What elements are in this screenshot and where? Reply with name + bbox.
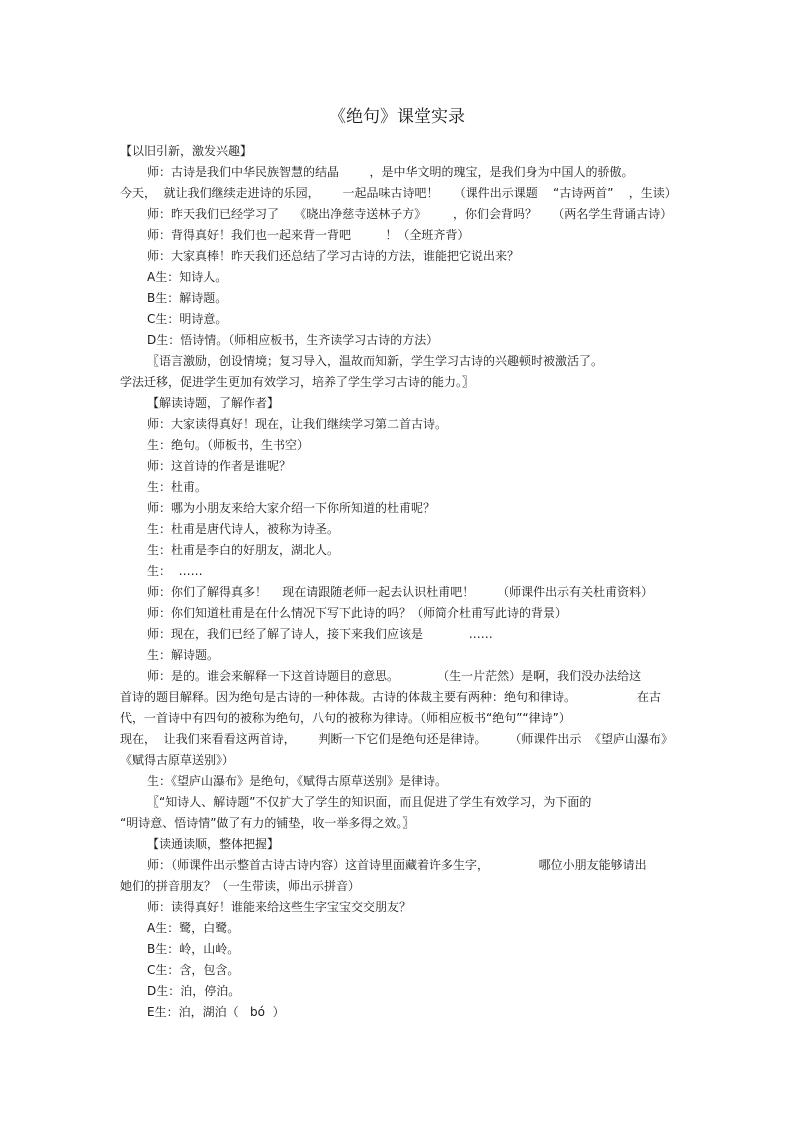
paragraph-line: 师：你们了解得真多！ 现在请跟随老师一起去认识杜甫吧！ （师课件出示有关杜甫资料） [147,585,654,599]
paragraph-line: 师：大家真棒！昨天我们还总结了学习古诗的方法，谁能把它说出来？ [147,249,520,263]
paragraph-line: 师：哪为小朋友来给大家介绍一下你所知道的杜甫呢？ [147,501,436,515]
paragraph-line: D生：悟诗情。（师相应板书，生齐读学习古诗的方法） [147,333,439,347]
paragraph-line: 师：大家读得真好！现在，让我们继续学习第二首古诗。 [147,417,448,431]
paragraph-line: 今天， 就让我们继续走进诗的乐园， 一起品味古诗吧！ （课件出示课题 “古诗两首” ，生读） [120,186,677,200]
paragraph-line: 师：读得真好！谁能来给这些生字宝宝交交朋友？ [147,900,412,914]
paragraph-line: 师：背得真好！我们也一起来背一背吧 ！（全班齐背） [147,228,470,242]
paragraph-line: A生：知诗人。 [147,270,228,284]
paragraph-line: 师：你们知道杜甫是在什么情况下写下此诗的吗？（师简介杜甫写此诗的背景） [147,606,568,620]
paragraph-line: D生：泊，停泊。 [147,984,241,998]
paragraph-line: 师：昨天我们已经学习了 《晓出净慈寺送林子方》 ，你们会背吗？ （两名学生背诵古诗） [147,207,673,221]
section-heading: 【解读诗题，了解作者】 [147,396,280,410]
paragraph-line: A生：鹭，白鹭。 [147,921,240,935]
paragraph-line: C生：含，包含。 [147,963,240,977]
paragraph-line: 生： …… [147,564,203,578]
paragraph-line: 师：是的。谁会来解释一下这首诗题目的意思。 （生一片茫然）是啊，我们没办法给这 [147,669,642,683]
commentary-line: 〖语言激励，创设情境；复习导入，温故而知新，学生学习古诗的兴趣顿时被激活了。 [147,354,604,368]
commentary-line: “明诗意、悟诗情”做了有力的铺垫，收一举多得之效。〗 [120,816,415,830]
document-title: 《绝句》课堂实录 [329,107,465,127]
paragraph-line: 现在， 让我们来看看这两首诗， 判断一下它们是绝句还是律诗。 （师课件出示 《望庐山瀑布》 [120,732,674,746]
paragraph-line: 生：绝句。（师板书，生书空） [147,438,310,452]
section-heading: 【读通读顺，整体把握】 [147,837,280,851]
paragraph-line: B生：岭，山岭。 [147,942,240,956]
paragraph-line: 师：这首诗的作者是谁呢？ [147,459,292,473]
paragraph-line: 代，一首诗中有四句的被称为绝句，八句的被称为律诗。（师相应板书“绝句”“律诗”） [120,711,571,725]
paragraph-line: 生：杜甫是李白的好朋友，湖北人。 [147,543,340,557]
paragraph-line: 首诗的题目解释。因为绝句是古诗的一种体裁。古诗的体裁主要有两种：绝句和律诗。 在古 [120,690,662,704]
paragraph-line: E生：泊，湖泊（ bó ） [147,1005,285,1019]
paragraph-line: 生：《望庐山瀑布》是绝句，《赋得古原草送别》是律诗。 [147,774,448,788]
paragraph-line: B生：解诗题。 [147,291,228,305]
paragraph-line: 她们的拼音朋友？（一生带读，师出示拼音） [120,879,361,893]
section-heading: 【以旧引新，激发兴趣】 [120,144,253,158]
paragraph-line: 师：（师课件出示整首古诗古诗内容）这首诗里面藏着许多生字， 哪位小朋友能够请出 [147,858,647,872]
commentary-line: 学法迁移，促进学生更加有效学习，培养了学生学习古诗的能力。〗 [120,375,475,389]
paragraph-line: C生：明诗意。 [147,312,228,326]
paragraph-line: 《赋得古原草送别》） [120,753,235,767]
paragraph-line: 生：杜甫是唐代诗人，被称为诗圣。 [147,522,340,536]
commentary-line: 〖“知诗人、解诗题”不仅扩大了学生的知识面，而且促进了学生有效学习，为下面的 [147,795,592,809]
paragraph-line: 师：现在，我们已经了解了诗人，接下来我们应该是 …… [147,627,493,641]
paragraph-line: 师：古诗是我们中华民族智慧的结晶 ，是中华文明的瑰宝，是我们身为中国人的骄傲。 [147,165,634,179]
paragraph-line: 生：解诗题。 [147,648,220,662]
paragraph-line: 生：杜甫。 [147,480,208,494]
